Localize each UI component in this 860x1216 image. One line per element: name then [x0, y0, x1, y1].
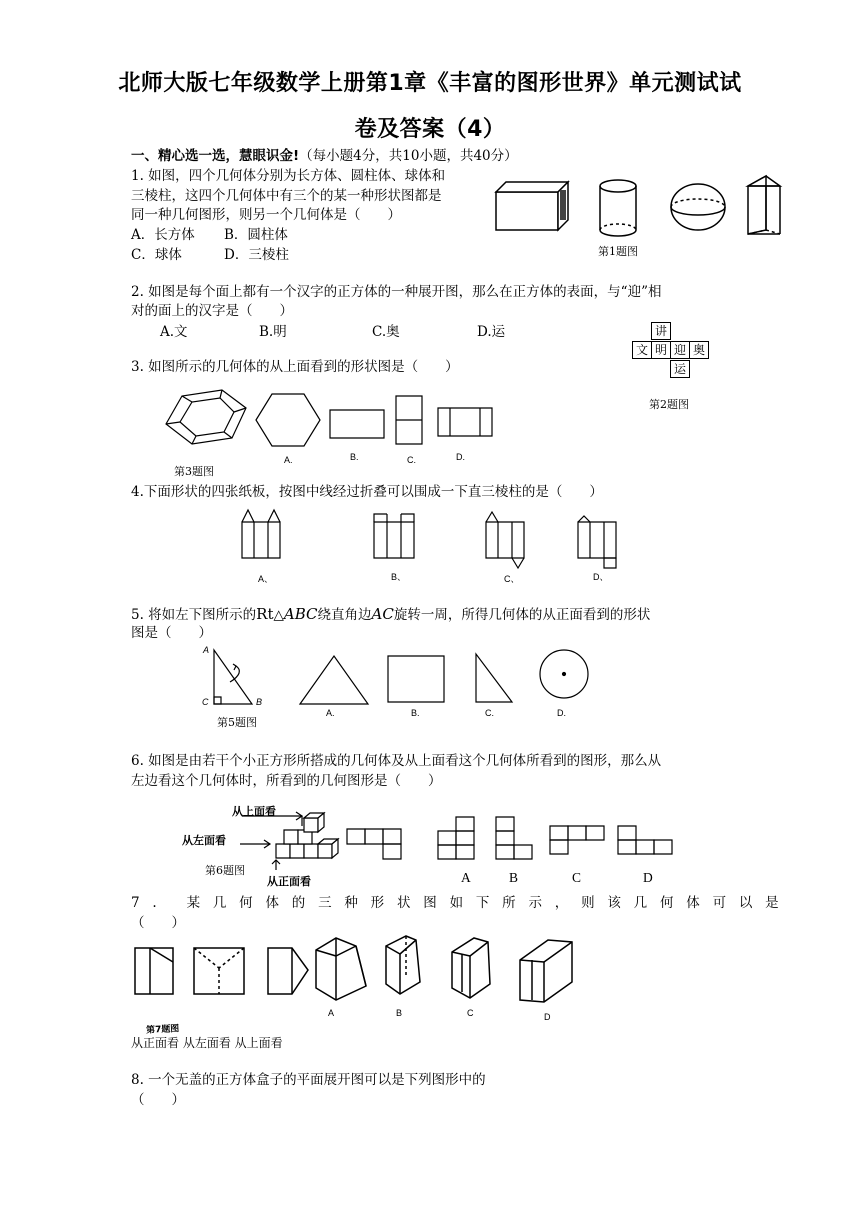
q7-caption: 第7题图: [145, 1024, 180, 1036]
q2-line1: 2. 如图是每个面上都有一个汉字的正方体的一种展开图，那么在正方体的表面，与“迎”相: [131, 284, 662, 300]
triangular-prism-shape: [748, 176, 780, 234]
net-cell: 文: [632, 341, 652, 359]
view-front-label: 从正面看: [267, 875, 311, 888]
q3-label-a: A.: [284, 455, 293, 465]
q5-options-figure: [296, 652, 596, 708]
q3-label-b: B.: [350, 452, 359, 462]
q4-label-d: D、: [593, 572, 609, 582]
page-title: 北师大版七年级数学上册第1章《丰富的图形世界》单元测试试: [118, 71, 742, 96]
q5-line1: [131, 604, 650, 625]
q6-option-b-shape: [496, 817, 532, 859]
q3-option-c-shape: [396, 396, 422, 444]
cuboid-shape: [496, 182, 568, 230]
q5-caption: 第5题图: [217, 716, 257, 729]
net-cell: 迎: [670, 341, 690, 359]
q4-label-b: B、: [391, 572, 407, 582]
q4-figure: [236, 508, 626, 570]
q2-caption: 第2题图: [649, 398, 689, 411]
q4-net-c: [486, 512, 524, 568]
q3-line: 3. 如图所示的几何体的从上面看到的形状图是（ ）: [131, 359, 459, 375]
q6-cubes-figure: [240, 808, 340, 874]
q3-option-d-shape: [438, 408, 492, 436]
q6-caption: 第6题图: [205, 864, 245, 877]
q7-option-b-shape: [386, 936, 420, 994]
point-b-label: B: [256, 697, 263, 707]
section-note: （每小题4分，共10小题，共40分）: [299, 148, 518, 164]
view-top-label: 从上面看: [232, 805, 276, 818]
q5-label-a: A.: [326, 708, 335, 718]
point-a-label: A: [203, 645, 210, 655]
q5-option-b-shape: [388, 656, 444, 702]
q7-label-b: B: [396, 1008, 403, 1018]
q5-line2: 图是（ ）: [131, 625, 212, 641]
q6-option-d-shape: [618, 826, 672, 854]
q4-net-a: [242, 510, 280, 558]
cylinder-shape: [600, 180, 636, 236]
q5-text-b: 绕直角边: [317, 607, 372, 623]
q3-option-a-shape: [256, 394, 320, 446]
q7-top-view: [268, 948, 308, 994]
q7-line: 7. 某几何体的三种形状图如下所示，则该几何体可以是: [131, 895, 792, 911]
net-cell: 运: [670, 360, 690, 378]
section-heading: [131, 146, 518, 166]
q2-line2: 对的面上的汉字是（ ）: [131, 303, 293, 319]
net-cell: 奥: [689, 341, 709, 359]
q5-option-a-shape: [300, 656, 368, 704]
q5-text-c: 旋转一周，所得几何体的从正面看到的形状: [393, 607, 651, 623]
q2-option-b: B.明: [259, 324, 287, 340]
q6-top-view: [346, 828, 402, 860]
q3-figure: [160, 388, 500, 454]
triangle-symbol: △: [273, 607, 284, 623]
q6-label-d: D: [643, 870, 653, 885]
q7-option-c-shape: [452, 938, 490, 998]
q7-label-c: C: [467, 1008, 474, 1018]
q3-caption: 第3题图: [174, 465, 214, 478]
q6-label-a: A: [461, 870, 471, 885]
section-heading-text: 一、精心选一选，慧眼识金!: [131, 148, 300, 164]
q7-option-d-shape: [520, 940, 572, 1002]
q6-line2: 左边看这个几何体时，所看到的几何图形是（ ）: [131, 773, 442, 789]
q5-option-c-shape: [476, 654, 512, 702]
q4-net-d: [578, 516, 616, 568]
q1-line2: 三棱柱，这四个几何体中有三个的某一种形状图都是: [131, 188, 442, 204]
q3-label-c: C.: [407, 455, 416, 465]
q5-tri: ABC: [283, 605, 318, 623]
q4-label-a: A、: [258, 574, 274, 584]
q8-line2: （ ）: [131, 1092, 185, 1108]
q6-line1: 6. 如图是由若干个小正方形所搭成的几何体及从上面看这个几何体所看到的图形，那么从: [131, 753, 662, 769]
q4-line: 4.下面形状的四张纸板，按图中线经过折叠可以围成一下直三棱柱的是（ ）: [131, 484, 603, 500]
q7-options-figure: [310, 934, 586, 1008]
q3-label-d: D.: [456, 452, 465, 462]
q7-left-view: [194, 948, 244, 994]
q7-front-view: [135, 948, 173, 994]
q6-option-c-shape: [550, 826, 604, 854]
q1-option-a: A．长方体: [131, 227, 195, 243]
q6-label-b: B: [509, 870, 519, 885]
q8-line: 8. 一个无盖的正方体盒子的平面展开图可以是下列图形中的: [131, 1072, 486, 1088]
q5-label-d: D.: [557, 708, 566, 718]
q1-caption: 第1题图: [598, 245, 638, 258]
q5-triangle-figure: [200, 646, 264, 710]
q1-option-c: C．球体: [131, 247, 182, 263]
q4-label-c: C、: [504, 574, 520, 584]
q7-view-labels: 从正面看 从左面看 从上面看: [131, 1036, 283, 1050]
q6-options-figure: [432, 816, 678, 860]
q5-rt: Rt: [256, 605, 274, 623]
q5-ac: AC: [371, 605, 394, 623]
q2-option-c: C.奥: [372, 324, 400, 340]
q1-option-b: B．圆柱体: [224, 227, 288, 243]
net-cell: 讲: [651, 322, 671, 340]
q3-option-b-shape: [330, 410, 384, 438]
sphere-shape: [671, 184, 725, 230]
q6-option-a-shape: [438, 817, 474, 859]
view-left-label: 从左面看: [182, 834, 226, 847]
q5-label-c: C.: [485, 708, 494, 718]
q1-line1: 1. 如图，四个几何体分别为长方体、圆柱体、球体和: [131, 168, 446, 184]
page-title-line2: 卷及答案（4）: [354, 117, 506, 142]
hexagonal-prism-shape: [166, 390, 246, 444]
q7-label-a: A: [328, 1008, 335, 1018]
q2-option-a: A.文: [160, 324, 188, 340]
q5-label-b: B.: [411, 708, 420, 718]
q7-option-a-shape: [316, 938, 366, 1000]
q4-net-b: [374, 514, 414, 558]
q7-line2: （ ）: [131, 915, 185, 931]
q7-label-d: D: [544, 1012, 551, 1022]
q1-figure: [490, 172, 780, 244]
q6-label-c: C: [572, 870, 582, 885]
point-c-label: C: [202, 697, 209, 707]
net-cell: 明: [651, 341, 671, 359]
q1-line3: 同一种几何图形，则另一个几何体是（ ）: [131, 207, 401, 223]
q7-views-figure: [132, 942, 318, 998]
q2-option-d: D.运: [477, 324, 506, 340]
q1-option-d: D．三棱柱: [224, 247, 289, 263]
q5-text-a: 5. 将如左下图所示的: [131, 607, 257, 623]
